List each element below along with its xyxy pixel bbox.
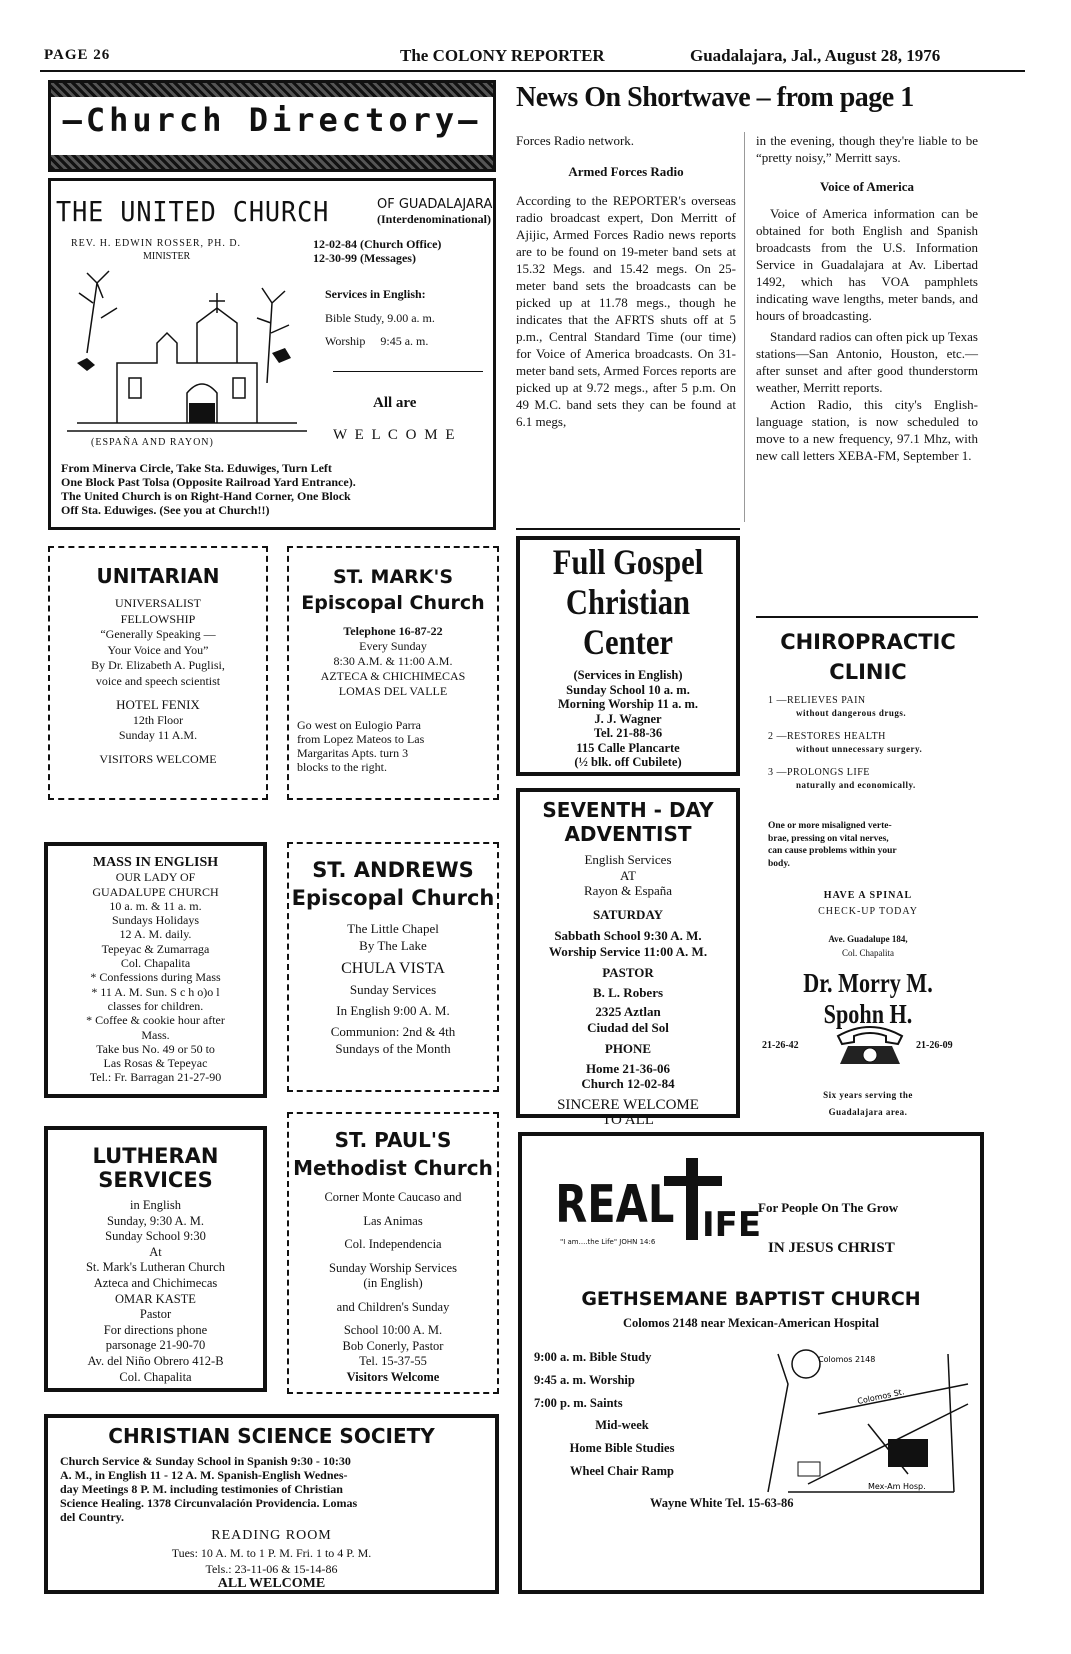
mass-in-english-ad bbox=[44, 842, 267, 1098]
chiro-addr1: Ave. Guadalupe 184, bbox=[828, 934, 908, 944]
col1-intro: Forces Radio network. bbox=[516, 133, 635, 148]
location-map bbox=[748, 1344, 974, 1494]
real-life-subtext: "I am....the Life" JOHN 14:6 bbox=[560, 1238, 656, 1246]
unitarian-title: UNITARIAN bbox=[96, 564, 220, 588]
chiropractic-ad bbox=[760, 624, 976, 1124]
church-directory-title: —Church Directory— bbox=[62, 101, 482, 139]
christian-science-body: Church Service & Sunday School in Spanish 9:30 - 10:30 A. M., in English 11 - 12 A. M. Spanish-English Wednes- day Meetings 8 P. M. including testimonies of Christian Science Healing. 1378 Circunvalación Providencia. Lomas del Country. bbox=[60, 1454, 358, 1524]
gethsemane-contact: Wayne White Tel. 15-63-86 bbox=[650, 1496, 794, 1510]
minister-role: MINISTER bbox=[143, 251, 191, 262]
map-label-circle: Colomos 2148 bbox=[818, 1355, 876, 1364]
church-directory-banner bbox=[48, 80, 496, 172]
voa-subhead: Voice of America bbox=[819, 179, 915, 194]
gethsemane-midweek: Mid-week Home Bible Studies Wheel Chair Ramp bbox=[569, 1418, 675, 1478]
gethsemane-schedule: 9:00 a. m. Bible Study 9:45 a. m. Worship 7:00 p. m. Saints bbox=[534, 1350, 652, 1410]
full-gospel-title: Full Gospel bbox=[552, 542, 704, 582]
chiro-addr2: Col. Chapalita bbox=[842, 948, 894, 958]
st-andrews-subtitle: Episcopal Church bbox=[291, 886, 495, 910]
st-pauls-title: ST. PAUL'S bbox=[334, 1128, 452, 1152]
full-gospel-christian: Christian bbox=[565, 582, 691, 622]
full-gospel-details: (Services in English) Sunday School 10 a. m. Morning Worship 11 a. m. J. J. Wagner Tel. 21-88-36 115 Calle Plancarte (½ blk. off Cubilete) bbox=[557, 668, 699, 769]
header-rule bbox=[40, 70, 1025, 72]
st-marks-details: Telephone 16-87-22 Every Sunday 8:30 A.M. & 11:00 A.M. AZTECA & CHICHIMECAS LOMAS DEL VALLE bbox=[320, 624, 466, 698]
messages-phone: 12-30-99 (Messages) bbox=[313, 251, 416, 265]
lutheran-title: LUTHERAN bbox=[92, 1144, 219, 1168]
map-label-street: Colomos St. bbox=[856, 1387, 906, 1406]
page-number: PAGE 26 bbox=[44, 47, 111, 63]
col2-p3: Action Radio, this city's English-language station, is now scheduled to move to a new frequency, 97.1 Mhz, with new call letters XEBA-FM, September 1. bbox=[756, 397, 978, 463]
reading-room-hours: Tues: 10 A. M. to 1 P. M. Fri. 1 to 4 P. M. bbox=[171, 1546, 372, 1560]
lutheran-details: in English Sunday, 9:30 A. M. Sunday School 9:30 At St. Mark's Lutheran Church Azteca and Chichimecas OMAR KASTE Pastor For directions phone parsonage 21-90-70 Av. del Niño Obrero 412-B Col. Chapalita bbox=[85, 1198, 226, 1384]
chiro-phone2: 21-26-09 bbox=[916, 1040, 953, 1051]
telephone-icon bbox=[830, 1022, 910, 1066]
mass-details: MASS IN ENGLISH OUR LADY OF GUADALUPE CHURCH 10 a. m. & 11 a. m. Sundays Holidays 12 A. M. daily. Tepeyac & Zumarraga Col. Chapalita * Confessions during Mass * 11 A. M. Sun. S c h o)o l classes for children. * Coffee & cookie hour after Mass. Take bus No. 49 or 50 to Las Rosas & Tepeyac Tel.: Fr. Barragan 21-27-90 bbox=[86, 855, 225, 1085]
real-life-logo bbox=[552, 1154, 762, 1246]
full-gospel-center: Center bbox=[582, 622, 674, 662]
united-church-name: THE UNITED CHURCH bbox=[56, 195, 330, 228]
chiro-doctor: Dr. Morry M. Spohn H. bbox=[803, 968, 933, 1029]
unitarian-details: UNIVERSALIST FELLOWSHIP “Generally Speaking — Your Voice and You” By Dr. Elizabeth A. Puglisi, voice and speech scientist HOTEL FENIX 12th Floor Sunday 11 A.M. VISITORS WELCOME bbox=[91, 596, 225, 766]
newspaper-name: The COLONY REPORTER bbox=[400, 46, 605, 65]
shortwave-headline: News On Shortwave – from page 1 bbox=[516, 82, 914, 113]
sda-subtitle: ADVENTIST bbox=[564, 822, 692, 846]
chiro-phone1: 21-26-42 bbox=[762, 1040, 799, 1051]
shortwave-col2 bbox=[756, 132, 978, 464]
sda-details: English Services AT Rayon & España SATURDAY Sabbath School 9:30 A. M. Worship Service 11:00 A. M. PASTOR B. L. Robers 2325 Aztlan Ciudad del Sol PHONE Home 21-36-06 Church 12-02-84 SINCERE WELCOME TO ALL bbox=[548, 852, 708, 1128]
chiro-check1: HAVE A SPINAL bbox=[823, 890, 913, 901]
unitarian-ad bbox=[48, 546, 268, 800]
seventh-day-adventist-ad bbox=[516, 788, 740, 1128]
st-andrews-ad bbox=[287, 842, 499, 1092]
st-marks-ad bbox=[287, 546, 499, 800]
full-gospel-ad bbox=[516, 536, 740, 776]
col1-body: According to the REPORTER's overseas radio broadcast expert, Don Merritt of Ajijic, Armed Forces Radio news reports are to be found on 19-meter band sets at 15.32 Megs. and 15.42 megs. On 25-meter band sets the broadcasts can be picked up at 11.78 megs., though he indicates that the AFRTS shuts off at 5 p.m., Central Standard Time (our time) for Voice of America broadcasts. On 31-meter band sets, Armed Forces reports are picked up at 9.72 megs., after 5 p.m. On 49 M.C. band sets they can be found at 6.1 megs, bbox=[516, 193, 736, 429]
united-church-ad bbox=[48, 178, 496, 530]
gethsemane-tag1: For People On The Grow bbox=[758, 1200, 899, 1215]
st-marks-subtitle: Episcopal Church bbox=[301, 592, 485, 614]
gethsemane-name: GETHSEMANE BAPTIST CHURCH bbox=[581, 1288, 921, 1310]
svg-text:IFE: IFE bbox=[702, 1205, 762, 1245]
reading-room: READING ROOM bbox=[211, 1528, 332, 1543]
sda-title: SEVENTH - DAY bbox=[542, 798, 714, 822]
st-pauls-subtitle: Methodist Church bbox=[293, 1156, 493, 1180]
church-office-phone: 12-02-84 (Church Office) bbox=[313, 237, 442, 251]
chiro-title: CHIROPRACTIC bbox=[780, 630, 956, 654]
shortwave-col1 bbox=[516, 132, 736, 430]
gethsemane-ad bbox=[518, 1132, 984, 1594]
col2-p2: Standard radios can often pick up Texas stations—San Antonio, Houston, etc.— after sunset and after good thunderstorm weather, Merritt reports. bbox=[756, 329, 978, 395]
united-church-sub: (Interdenominational) bbox=[377, 212, 491, 226]
minister-name: REV. H. EDWIN ROSSER, PH. D. bbox=[71, 238, 242, 249]
map-label-hospital: Mex-Am Hosp. bbox=[868, 1482, 926, 1491]
chiro-benefits: 1 —RELIEVES PAIN without dangerous drugs. 2 —RESTORES HEALTH without unnecessary surgery. 3 —PROLONGS LIFE naturally and economically. bbox=[768, 695, 923, 790]
gethsemane-address: Colomos 2148 near Mexican-American Hospital bbox=[623, 1316, 879, 1330]
chiro-years2: Guadalajara area. bbox=[828, 1107, 908, 1117]
united-church-of: OF GUADALAJARA bbox=[377, 197, 493, 212]
christian-science-ad bbox=[44, 1414, 499, 1594]
lutheran-subtitle: SERVICES bbox=[98, 1168, 213, 1192]
st-marks-directions: Go west on Eulogio Parra from Lopez Mateos to Las Margaritas Apts. turn 3 blocks to the right. bbox=[297, 718, 425, 774]
st-andrews-details: The Little Chapel By The Lake CHULA VISTA Sunday Services In English 9:00 A. M. Communion: 2nd & 4th Sundays of the Month bbox=[330, 921, 456, 1056]
lutheran-ad bbox=[44, 1126, 267, 1392]
worship-time: Worship 9:45 a. m. bbox=[325, 334, 429, 348]
all-are-text: All are bbox=[373, 395, 417, 411]
church-illustration bbox=[57, 263, 315, 438]
image-caption: (ESPAÑA AND RAYON) bbox=[91, 437, 214, 448]
chiro-body: One or more misaligned verte- brae, pressing on vital nerves, can cause problems within your body. bbox=[768, 821, 897, 869]
welcome-text: W E L C O M E bbox=[333, 427, 457, 443]
st-pauls-ad bbox=[287, 1112, 499, 1394]
st-andrews-title: ST. ANDREWS bbox=[312, 858, 474, 882]
col2-intro: in the evening, though they're liable to be “pretty noisy,” Merritt says. bbox=[756, 133, 978, 165]
armed-forces-subhead: Armed Forces Radio bbox=[568, 164, 684, 179]
bible-study-time: Bible Study, 9.00 a. m. bbox=[325, 311, 435, 325]
all-welcome: ALL WELCOME bbox=[217, 1576, 326, 1591]
st-marks-title: ST. MARK'S bbox=[332, 566, 454, 588]
gethsemane-tag2: IN JESUS CHRIST bbox=[768, 1240, 895, 1256]
directions: From Minerva Circle, Take Sta. Eduwiges, Turn Left One Block Past Tolsa (Opposite Railroad Yard Entrance). The United Church is on Right-Hand Corner, One Block Off Sta. Eduwiges. (See you at Church!!) bbox=[61, 461, 356, 517]
christian-science-title: CHRISTIAN SCIENCE SOCIETY bbox=[108, 1424, 435, 1448]
chiro-years1: Six years serving the bbox=[823, 1090, 913, 1100]
svg-text:REAL: REAL bbox=[555, 1174, 675, 1236]
services-heading: Services in English: bbox=[325, 287, 426, 301]
st-pauls-details: Corner Monte Caucaso and Las Animas Col. Independencia Sunday Worship Services (in English) and Children's Sunday School 10:00 A. M. Bob Conerly, Pastor Tel. 15-37-55 Visitors Welcome bbox=[324, 1190, 462, 1384]
col2-p1: Voice of America information can be obtained for both English and Spanish broadcasts from the U.S. Information Service in Guadalajara at Av. Libertad 1492, which has VOA pamphlets indicating wave lengths, meter bands, and hours of broadcasting. bbox=[756, 206, 978, 323]
chiro-subtitle: CLINIC bbox=[829, 660, 907, 684]
dateline: Guadalajara, Jal., August 28, 1976 bbox=[690, 46, 941, 65]
chiro-check2: CHECK-UP TODAY bbox=[818, 906, 918, 917]
reading-room-tels: Tels.: 23-11-06 & 15-14-86 bbox=[205, 1562, 338, 1576]
